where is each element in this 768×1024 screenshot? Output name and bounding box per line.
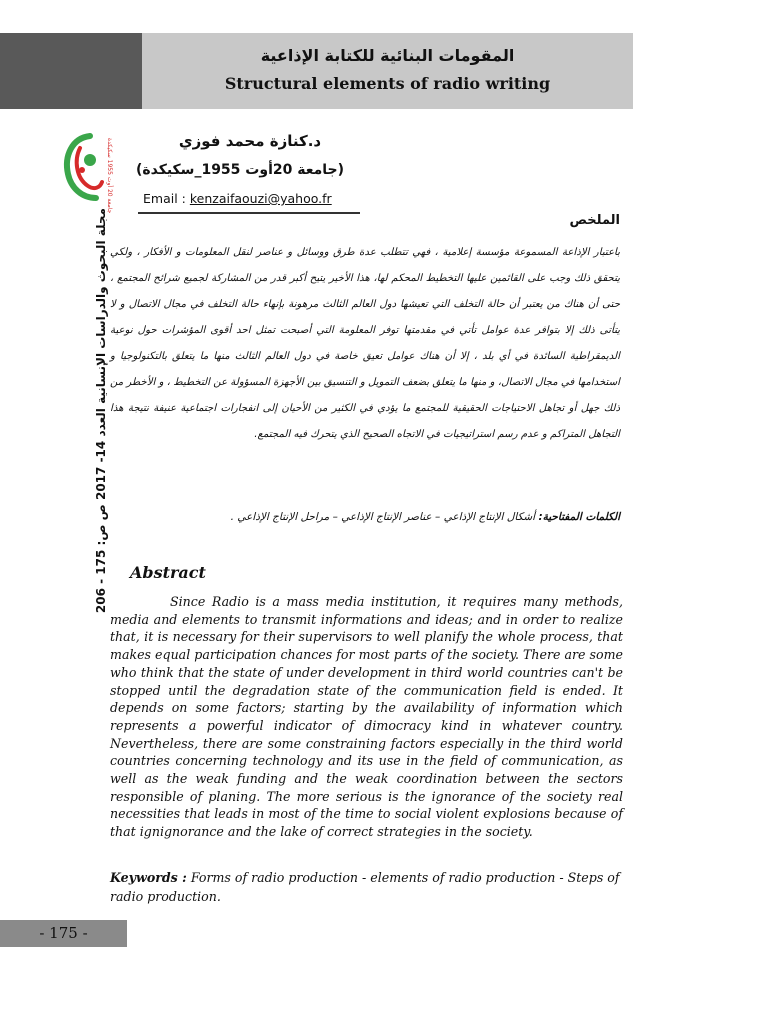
arabic-abstract-heading: الملخص: [569, 213, 620, 228]
english-keywords-text: Forms of radio production - elements of radio production - Steps of radio production.: [110, 870, 620, 904]
english-keywords: [110, 868, 623, 906]
arabic-abstract-body: باعتبار الإذاعة المسموعة مؤسسة إعلامية ، فهي تتطلب عدة طرق ووسائل و عناصر لنقل المعلومات و الأفكار ، ولكي يتحقق ذلك وجب على القائمين عليها التخطيط المحكم لها، هذا الأخير يتيح أكبر قدر من المشاركة لجميع شرائح المجتمع ، حتى أن هناك من يعتبر أن حالة التخلف التي تعيشها دول العالم الثالث مرهونة بإنهاء حالة التخلف في مجال الاتصال و لا يتأتى ذلك إلا بتوافر عدة عوامل تأتي في مقدمتها توفر المعلومة التي أصبحت تمثل احد أقوى المؤشرات حول نوعية الديمقراطية السائدة في أي بلد ، إلا أن هناك عوامل تعيق خاصة في دول العالم الثالث منها ما يتعلق بالتكنولوجيا و استخدامها في مجال الاتصال، و منها ما يتعلق بضعف التمويل و التنسيق بين الأجهزة المسؤولة عن التخطيط ، و الأخطر من ذلك جهل أو تجاهل الاحتياجات الحقيقية للمجتمع ما يؤدي في الكثير من الأحيان إلى انفجارات اجتماعية عنيفة نتيجة هذا التجاهل المتراكم و عدم رسم استراتيجيات في الاتجاه الصحيح الذي يتحرك فيه المجتمع.: [109, 247, 620, 440]
author-email: [143, 191, 332, 206]
article-title-english: Structural elements of radio writing: [224, 74, 551, 93]
email-link[interactable]: kenzaifaouzi@yahoo.fr: [189, 191, 332, 206]
logo-red-dot: [79, 167, 85, 173]
arabic-keywords-label: الكلمات المفتاحية:: [538, 511, 620, 523]
email-label: Email :: [143, 191, 186, 206]
english-keywords-label: Keywords :: [110, 870, 187, 885]
page-number: - 175 -: [39, 924, 88, 942]
journal-sidebar-citation: مجلة البحوث والدراسات الإنسانية العدد 14- 2017 ص ص: 175 - 206: [94, 208, 108, 614]
university-logo: [60, 130, 118, 214]
header-dark-block: [0, 33, 142, 109]
header-title-bar: [142, 33, 633, 109]
separator-line: [138, 212, 360, 214]
article-title-arabic: المقومات البنائية للكتابة الإذاعية: [260, 46, 515, 65]
author-affiliation: (جامعة 20أوت 1955_سكيكدة): [135, 162, 345, 178]
english-abstract-heading: Abstract: [130, 563, 206, 582]
logo-text: جامعة 20 أوت 1955 سكيكدة: [106, 138, 113, 214]
arabic-keywords: [110, 511, 620, 523]
arabic-keywords-text: أشكال الإنتاج الإذاعي – عناصر الإنتاج الإذاعي – مراحل الإنتاج الإذاعي .: [230, 511, 536, 523]
author-name: د.كنازة محمد فوزي: [178, 132, 322, 150]
english-abstract-body: Since Radio is a mass media institution, it requires many methods, media and elements to transmit informations and ideas; and in order to realize that, it is necessary for their supervisors to well planify the whole process, that makes equal participation chances for most parts of the society. There are some who think that the state of under development in third world countries can't be stopped until the degradation state of the communication field is ended. It depends on some factors; starting by the availability of information which represents a powerful indicator of dimocracy kind in whatever country. Nevertheless, there are some constraining factors especially in the third world countries concerning technology and its use in the field of communication, as well as the weak funding and the weak coordination between the sectors responsible of planing. The more serious is the ignorance of the society real necessities that leads in most of the time to social violent explosions because of that ignignorance and the lake of correct strategies in the society.: [110, 594, 623, 840]
logo-green-dot: [84, 154, 96, 166]
